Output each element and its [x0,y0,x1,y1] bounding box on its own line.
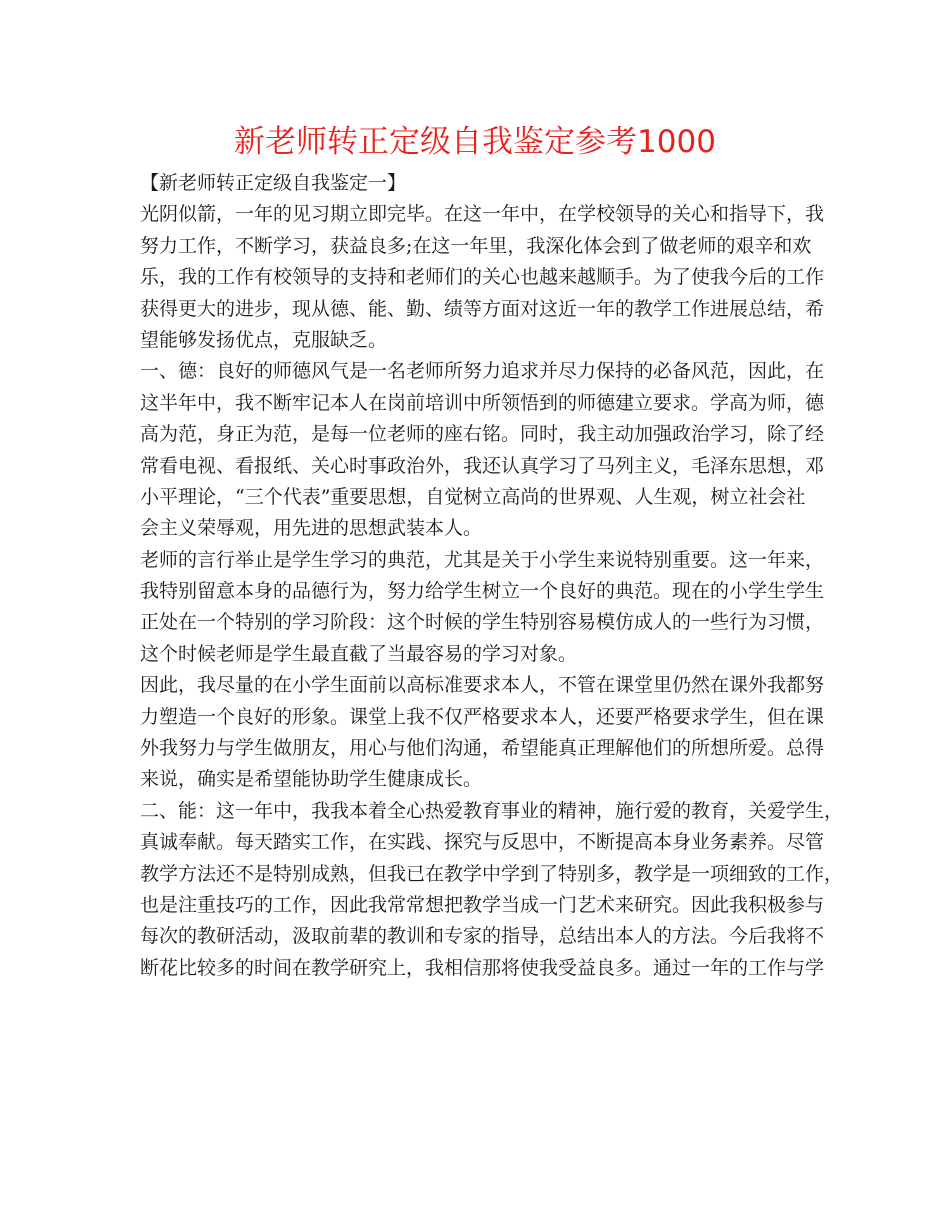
body-line: 来说，确实是希望能协助学生健康成长。 [140,768,483,791]
body-line: 断花比较多的时间在教学研究上，我相信那将使我受益良多。通过一年的工作与学 [140,956,825,979]
body-line: 力塑造一个良好的形象。课堂上我不仅严格要求本人，还要严格要求学生，但在课 [140,705,825,728]
body-line: 望能够发扬优点，克服缺乏。 [140,328,388,351]
body-line: 我特别留意本身的品德行为，努力给学生树立一个良好的典范。现在的小学生学生 [140,580,825,603]
body-line: 每次的教研活动，汲取前辈的教训和专家的指导，总结出本人的方法。今后我将不 [140,925,825,948]
body-line: 真诚奉献。每天踏实工作，在实践、探究与反思中，不断提高本身业务素养。尽管 [140,831,825,854]
body-line: 这半年中，我不断牢记本人在岗前培训中所领悟到的师德建立要求。学高为师，德 [140,391,825,414]
body-line: 这个时候老师是学生最直截了当最容易的学习对象。 [140,642,578,665]
body-line: 一、德：良好的师德风气是一名老师所努力追求并尽力保持的必备风范，因此，在 [140,360,825,383]
body-line: 常看电视、看报纸、关心时事政治外，我还认真学习了马列主义，毛泽东思想，邓 [140,454,825,477]
body-line: 高为范，身正为范，是每一位老师的座右铭。同时，我主动加强政治学习，除了经 [140,423,825,446]
body-line: 也是注重技巧的工作，因此我常常想把教学当成一门艺术来研究。因此我积极参与 [140,893,825,916]
section-heading: 【新老师转正定级自我鉴定一】 [140,172,407,194]
body-line: 老师的言行举止是学生学习的典范，尤其是关于小学生来说特别重要。这一年来， [140,548,825,571]
body-line: 外我努力与学生做朋友，用心与他们沟通，希望能真正理解他们的所想所爱。总得 [140,737,825,760]
document-body [140,168,844,984]
document-title: 新老师转正定级自我鉴定参考1000 [234,124,716,160]
body-line: 教学方法还不是特别成熟，但我已在教学中学到了特别多，教学是一项细致的工作， [140,862,844,885]
body-line: 因此，我尽量的在小学生面前以高标准要求本人，不管在课堂里仍然在课外我都努 [140,674,825,697]
body-line: 二、能：这一年中，我我本着全心热爱教育事业的精神，施行爱的教育，关爱学生， [140,799,844,822]
body-line: 乐，我的工作有校领导的支持和老师们的关心也越来越顺手。为了使我今后的工作 [140,266,825,289]
body-line: 获得更大的进步，现从德、能、勤、绩等方面对这近一年的教学工作进展总结，希 [140,297,825,320]
body-line: 光阴似箭，一年的见习期立即完毕。在这一年中，在学校领导的关心和指导下，我 [140,203,825,226]
body-line: 正处在一个特别的学习阶段：这个时候的学生特别容易模仿成人的一些行为习惯， [140,611,825,634]
body-line: 小平理论，“三个代表”重要思想，自觉树立高尚的世界观、人生观，树立社会社 [140,485,806,508]
body-line: 会主义荣辱观，用先进的思想武装本人。 [140,517,483,540]
body-line: 努力工作，不断学习，获益良多;在这一年里，我深化体会到了做老师的艰辛和欢 [140,234,812,257]
